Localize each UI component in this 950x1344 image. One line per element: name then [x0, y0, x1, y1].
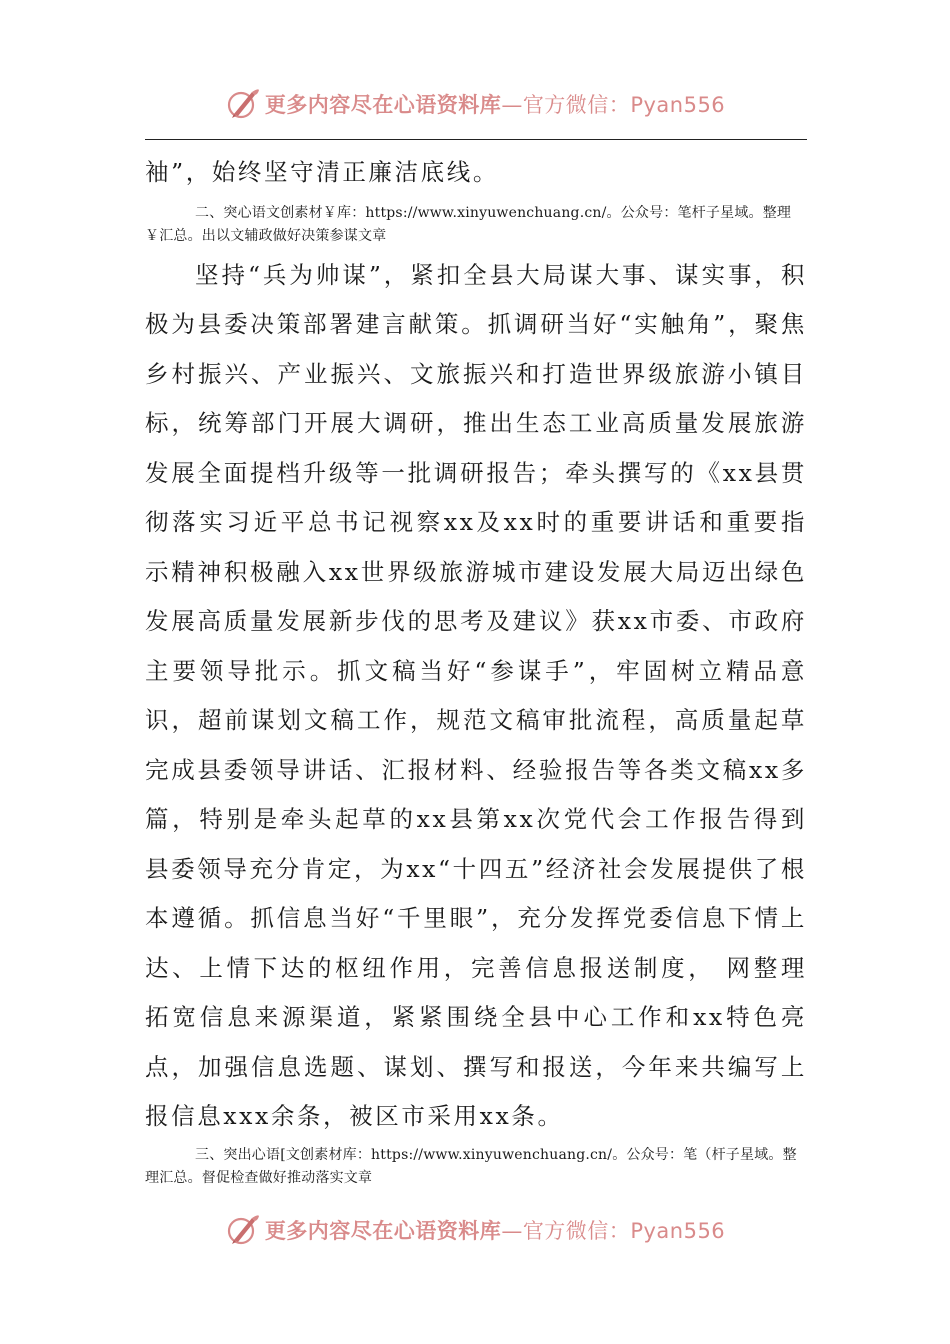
continuation-line: 袖”，始终坚守清正廉洁底线。: [145, 158, 499, 186]
quill-pen-logo-icon: [225, 86, 261, 122]
header-divider: [145, 139, 807, 140]
footer-banner: [0, 1208, 950, 1252]
banner-text: 更多内容尽在心语资料库—官方微信：Pyan556: [264, 1219, 726, 1243]
banner-text: 更多内容尽在心语资料库—官方微信：Pyan556: [264, 93, 726, 117]
main-paragraph: 坚持“兵为帅谋”，紧扣全县大局谋大事、谋实事，积极为县委决策部署建言献策。抓调研当好“实触角”，聚焦乡村振兴、产业振兴、文旅振兴和打造世界级旅游小镇目标，统筹部门开展大调研，推出生态工业高质量发展旅游发展全面提档升级等一批调研报告；牵头撰写的《xx县贯彻落实习近平总书记视察xx及xx时的重要讲话和重要指示精神积极融入xx世界级旅游城市建设发展大局迈出绿色发展高质量发展新步伐的思考及建议》获xx市委、市政府主要领导批示。抓文稿当好“参谋手”，牢固树立精品意识，超前谋划文稿工作，规范文稿审批流程，高质量起草完成县委领导讲话、汇报材料、经验报告等各类文稿xx多篇，特别是牵头起草的xx县第xx次党代会工作报告得到县委领导充分肯定，为xx“十四五”经济社会发展提供了根本遵循。抓信息当好“千里眼”，充分发挥党委信息下情上达、上情下达的枢纽作用，完善信息报送制度， 网整理 拓宽信息来源渠道，紧紧围绕全县中心工作和xx特色亮点，加强信息选题、谋划、撰写和报送，今年来共编写上报信息xxx余条，被区市采用xx条。: [145, 260, 807, 1130]
document-body: [145, 148, 807, 1191]
section-note-2: 二、突心语文创素材￥库：https://www.xinyuwenchuang.cn/。公众号：笔杆子星域。整理￥汇总。出以文辅政做好决策参谋文章: [145, 204, 792, 244]
section-note-3: 三、突出心语[文创素材库：https://www.xinyuwenchuang.cn/。公众号：笔（杆子星域。整理汇总。督促检查做好推动落实文章: [145, 1146, 797, 1186]
header-banner: [0, 82, 950, 126]
quill-pen-logo-icon: [225, 1212, 261, 1248]
